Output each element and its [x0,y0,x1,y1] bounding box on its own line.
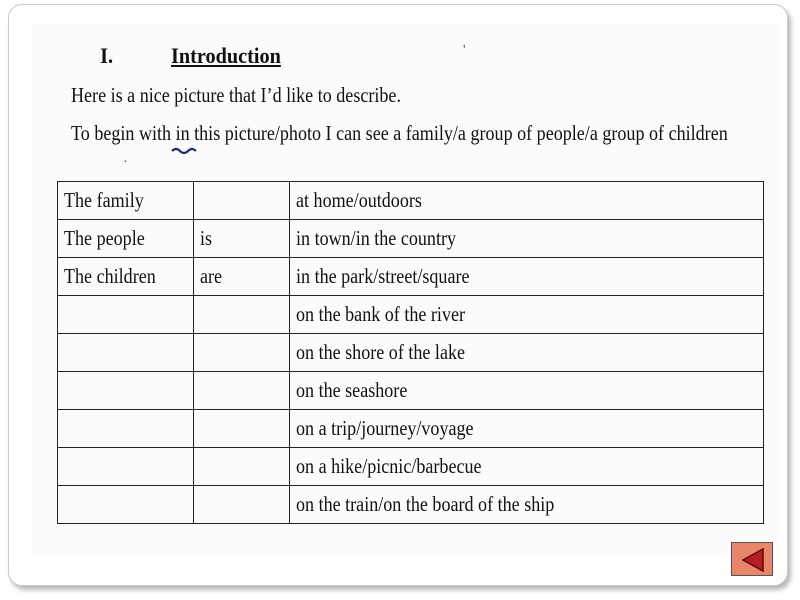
cell-text: are [200,264,223,288]
table-row [58,258,764,296]
table-cell [194,372,290,410]
intro-line: Here is a nice picture that I’d like to describe. [71,83,401,107]
table-cell [58,448,194,486]
cell-text: on the train/on the board of the ship [296,492,555,516]
scanned-page [33,25,779,557]
table-cell [58,486,194,524]
table-cell [194,220,290,258]
section-number: I. [100,43,114,68]
table-cell [290,448,764,486]
scan-speck: ' [463,43,466,58]
phrase-table [57,181,764,524]
table-cell [290,372,764,410]
handwritten-underline-mark [171,147,197,155]
table-cell [58,372,194,410]
table-cell [194,334,290,372]
table-cell [58,334,194,372]
table-cell [290,182,764,220]
table-cell [290,296,764,334]
cell-text: The children [64,264,156,288]
table-cell [58,296,194,334]
cell-text: is [200,226,213,250]
begin-line: To begin with in this picture/photo I can see a family/a group of people/a group of children [71,121,728,145]
cell-text: in town/in the country [296,226,457,250]
scan-speck: · [123,155,128,170]
cell-text: in the park/street/square [296,264,470,288]
table-cell [290,258,764,296]
cell-text: on the seashore [296,378,408,402]
cell-text: on a hike/picnic/barbecue [296,454,482,478]
cell-text: at home/outdoors [296,188,422,212]
cell-text: on the shore of the lake [296,340,466,364]
table-cell [290,486,764,524]
table-cell [194,486,290,524]
slide-frame [8,4,788,586]
table-cell [194,182,290,220]
table-row [58,486,764,524]
cell-text: The family [64,188,144,212]
section-title: Introduction [171,43,281,68]
triangle-left-icon [732,543,774,577]
table-cell [194,410,290,448]
table-cell [58,258,194,296]
table-row [58,372,764,410]
table-cell [194,448,290,486]
table-row [58,410,764,448]
table-row [58,220,764,258]
table-cell [58,220,194,258]
table-cell [290,220,764,258]
cell-text: on the bank of the river [296,302,466,326]
cell-text: on a trip/journey/voyage [296,416,474,440]
table-row [58,448,764,486]
table-cell [290,334,764,372]
table-cell [290,410,764,448]
table-row [58,296,764,334]
table-cell [58,410,194,448]
table-cell [194,296,290,334]
cell-text: The people [64,226,145,250]
back-button[interactable] [731,542,773,576]
table-row [58,334,764,372]
table-cell [58,182,194,220]
table-row [58,182,764,220]
table-cell [194,258,290,296]
